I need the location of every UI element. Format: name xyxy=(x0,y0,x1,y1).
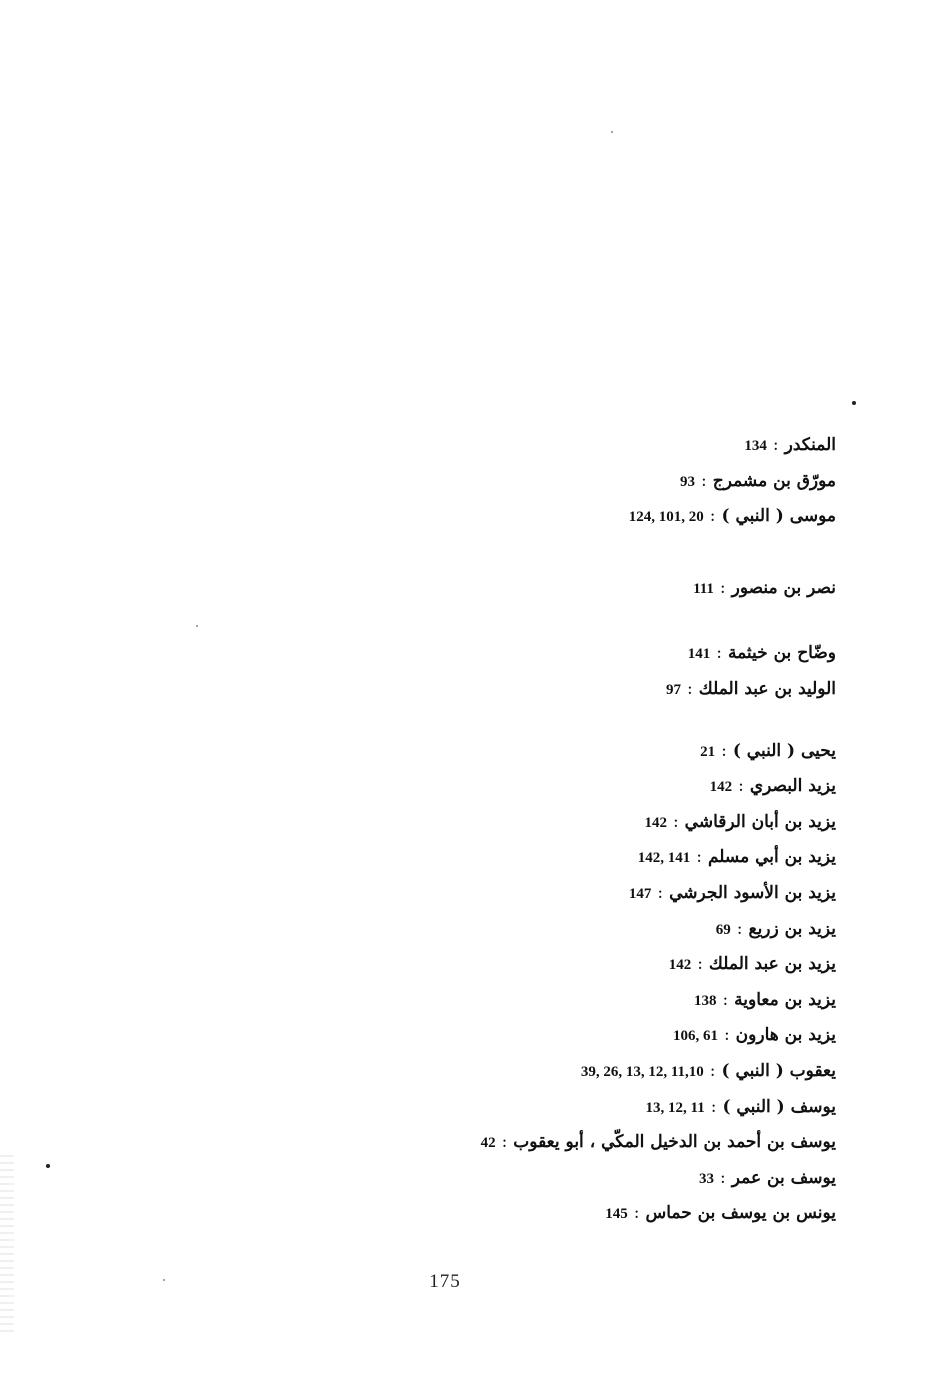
index-entry: يوسف بن عمر:33 xyxy=(699,1167,836,1188)
name-index xyxy=(316,428,836,1232)
index-entry: موسى ( النبي ):124, 101, 20 xyxy=(628,506,836,527)
index-entry: المنكدر:134 xyxy=(744,435,836,455)
scan-speck xyxy=(611,131,613,133)
scan-speck xyxy=(852,401,856,405)
index-entry: يونس بن يوسف بن حماس:145 xyxy=(605,1203,836,1224)
index-entry: يزيد بن الأسود الجرشي:147 xyxy=(628,882,836,903)
index-entry: يزيد بن معاوية:138 xyxy=(693,989,836,1010)
index-entry: يزيد البصري:142 xyxy=(709,776,836,797)
index-entry: يوسف بن أحمد بن الدخيل المكّي ، أبو يعقوب:42 xyxy=(480,1132,836,1153)
index-entry: يوسف ( النبي ):13, 12, 11 xyxy=(645,1096,836,1117)
scan-speck xyxy=(46,1164,50,1168)
index-entry: الوليد بن عبد الملك:97 xyxy=(666,678,836,699)
index-entry: يزيد بن زريع:69 xyxy=(715,918,836,939)
index-entry: يزيد بن أبان الرقاشي:142 xyxy=(644,811,836,832)
index-entry: نصر بن منصور:111 xyxy=(693,577,836,598)
scan-speck xyxy=(196,625,198,627)
index-entry: وضّاح بن خيثمة:141 xyxy=(687,643,836,664)
index-entry: يزيد بن عبد الملك:142 xyxy=(668,954,836,975)
index-entry: مورّق بن مشمرج:93 xyxy=(680,470,836,491)
index-entry: يعقوب ( النبي ):39, 26, 13, 12, 11,10 xyxy=(580,1060,836,1081)
index-entry: يحيى ( النبي ):21 xyxy=(700,740,836,761)
scan-edge-noise xyxy=(0,1155,14,1335)
index-entry: يزيد بن هارون:106, 61 xyxy=(672,1025,836,1046)
page-number: 175 xyxy=(429,1271,461,1292)
index-entry: يزيد بن أبي مسلم:142, 141 xyxy=(637,847,836,868)
